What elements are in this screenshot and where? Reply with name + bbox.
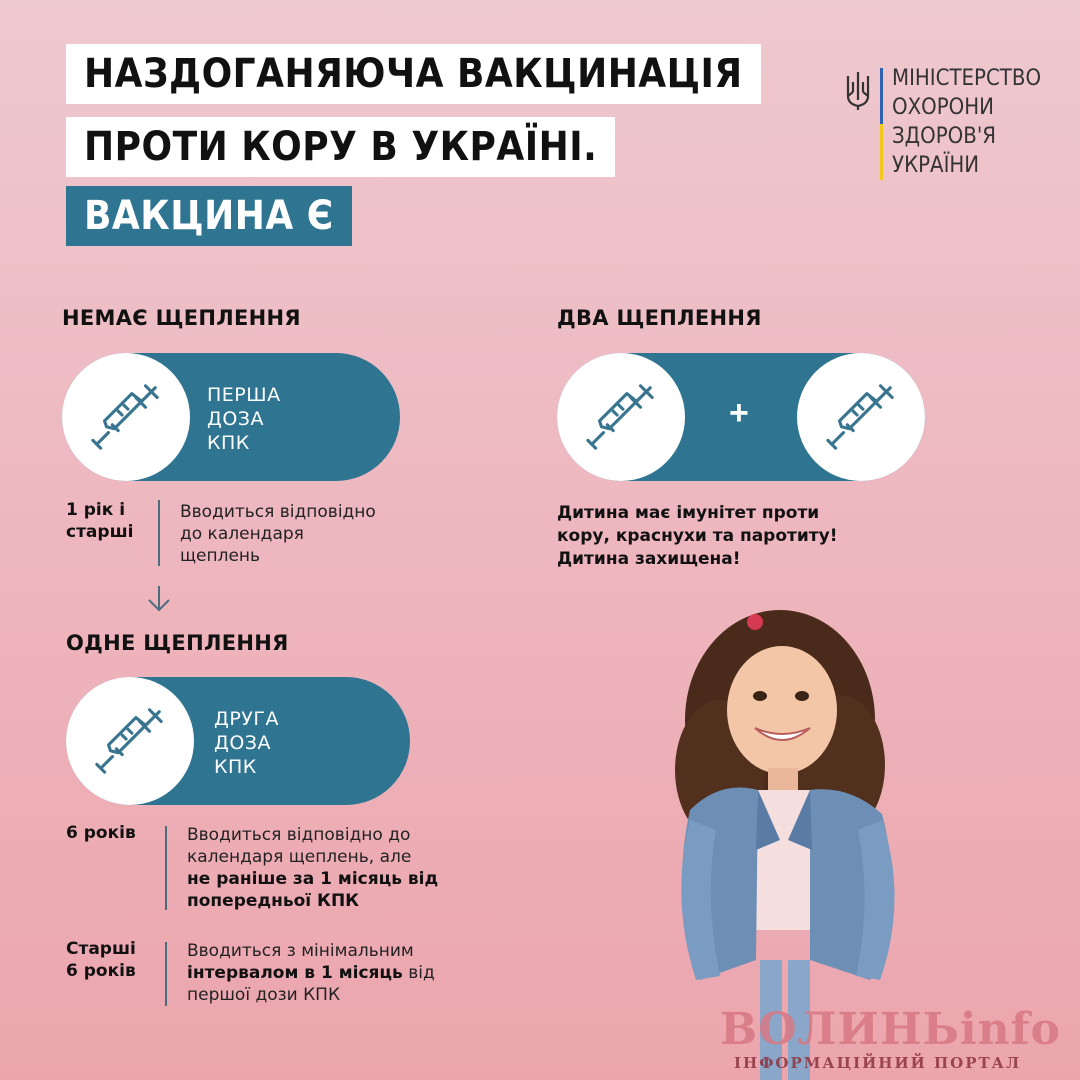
- pill-label-line: КПК: [207, 432, 250, 454]
- second-dose-description-6: [187, 824, 438, 912]
- pill-label-line: ПЕРША: [207, 384, 281, 406]
- syringe-circle: [66, 677, 194, 805]
- age-line: старші: [66, 522, 134, 542]
- heading-two-vaccinations: ДВА ЩЕПЛЕННЯ: [557, 306, 762, 330]
- syringe-icon: [582, 378, 660, 456]
- flag-bar-yellow: [880, 124, 883, 180]
- syringe-circle-right: [797, 353, 925, 481]
- desc-line: щеплень: [180, 546, 261, 566]
- immunity-result: [557, 502, 837, 571]
- watermark-logo: [714, 1004, 1080, 1080]
- age-older-6: [66, 938, 136, 982]
- divider-line: [165, 942, 167, 1006]
- divider-line: [165, 826, 167, 910]
- pill-label-line: КПК: [214, 756, 257, 778]
- trident-icon: [844, 70, 872, 112]
- flag-bar-blue: [880, 68, 883, 124]
- heading-one-vaccination: ОДНЕ ЩЕПЛЕННЯ: [66, 631, 289, 655]
- ministry-logo: [844, 64, 1044, 182]
- syringe-icon: [87, 378, 165, 456]
- syringe-circle: [62, 353, 190, 481]
- divider-line: [158, 500, 160, 566]
- age-line: Старші: [66, 939, 136, 959]
- desc-line-bold: попередньої КПК: [187, 891, 360, 911]
- desc-line-part: від: [402, 963, 435, 983]
- title-line-3: ВАКЦИНА Є: [66, 186, 352, 246]
- second-dose-description-older: [187, 940, 435, 1006]
- desc-line-bold: не раніше за 1 місяць від: [187, 869, 439, 889]
- desc-line: першої дози КПК: [187, 985, 341, 1005]
- age-line: 1 рік і: [66, 500, 126, 520]
- pill-label-line: ДОЗА: [214, 732, 271, 754]
- desc-line: Вводиться відповідно до: [187, 825, 411, 845]
- ministry-line: УКРАЇНИ: [892, 153, 980, 178]
- first-dose-label: [207, 383, 281, 455]
- pill-label-line: ДРУГА: [214, 708, 279, 730]
- ministry-line: МІНІСТЕРСТВО: [892, 66, 1042, 91]
- syringe-circle-left: [557, 353, 685, 481]
- title-line-1: НАЗДОГАНЯЮЧА ВАКЦИНАЦІЯ: [66, 44, 761, 104]
- syringe-icon: [822, 378, 900, 456]
- age-6-years: 6 років: [66, 823, 136, 843]
- desc-line: календаря щеплень, але: [187, 847, 412, 867]
- plus-sign: +: [729, 394, 749, 432]
- result-line: Дитина захищена!: [557, 549, 741, 569]
- desc-line: до календаря: [180, 524, 304, 544]
- result-line: кору, краснухи та паротиту!: [557, 526, 838, 546]
- ministry-name: [892, 64, 1041, 180]
- first-dose-description: [180, 501, 376, 567]
- watermark-main-text: ВОЛИНЬinfo: [720, 1004, 1061, 1055]
- ministry-line: ЗДОРОВ'Я: [892, 124, 997, 149]
- desc-line: Вводиться з мінімальним: [187, 941, 414, 961]
- syringe-icon: [91, 702, 169, 780]
- ministry-line: ОХОРОНИ: [892, 95, 994, 120]
- desc-line: Вводиться відповідно: [180, 502, 376, 522]
- age-1-year: [66, 499, 133, 543]
- heading-no-vaccination: НЕМАЄ ЩЕПЛЕННЯ: [62, 306, 301, 330]
- watermark-subtitle: ІНФОРМАЦІЙНИЙ ПОРТАЛ: [734, 1054, 1022, 1072]
- pill-label-line: ДОЗА: [207, 408, 264, 430]
- title-line-2: ПРОТИ КОРУ В УКРАЇНІ.: [66, 117, 615, 177]
- arrow-down-icon: [146, 584, 172, 614]
- desc-line-bold: інтервалом в 1 місяць: [187, 963, 403, 983]
- age-line: 6 років: [66, 961, 136, 981]
- result-line: Дитина має імунітет проти: [557, 503, 820, 523]
- second-dose-label: [214, 707, 279, 779]
